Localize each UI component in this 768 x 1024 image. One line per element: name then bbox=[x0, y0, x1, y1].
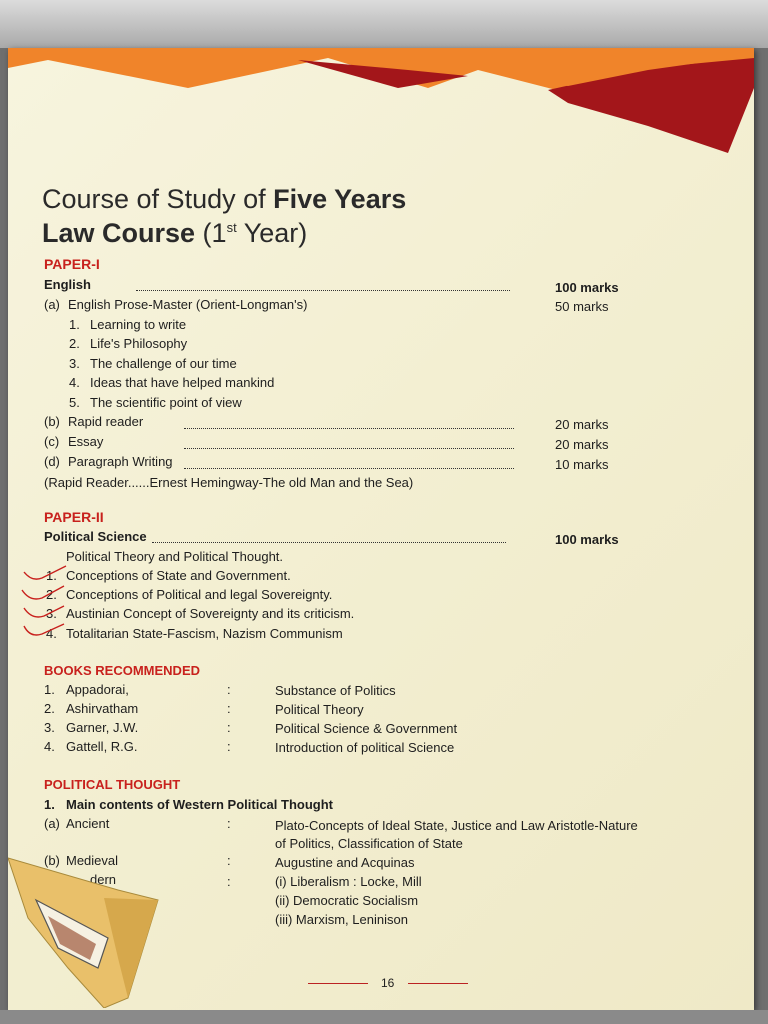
books-heading: BOOKS RECOMMENDED bbox=[44, 663, 201, 678]
paper1-subject: English bbox=[44, 277, 91, 292]
page-number-bar bbox=[8, 976, 754, 992]
paper1-note: (Rapid Reader......Ernest Hemingway-The old Man and the Sea) bbox=[44, 475, 414, 490]
paper2-intro: Political Theory and Political Thought. bbox=[66, 549, 284, 564]
paper1-subject-marks: 100 marks bbox=[555, 280, 619, 295]
part-text: Paragraph Writing bbox=[68, 454, 173, 469]
topic-text: Conceptions of Political and legal Sovereignty. bbox=[66, 587, 333, 602]
thought-a-text: Ancient bbox=[66, 816, 110, 831]
scan-top-edge bbox=[0, 0, 768, 48]
part-marks: 10 marks bbox=[555, 457, 609, 472]
book-sep: : bbox=[227, 739, 231, 754]
part-marks: 20 marks bbox=[555, 417, 609, 432]
title-year-close: Year) bbox=[236, 218, 308, 248]
thought-b-desc: Augustine and Acquinas bbox=[275, 855, 415, 870]
thought-c-sep: : bbox=[227, 874, 231, 889]
book-author: Garner, J.W. bbox=[66, 720, 139, 735]
book-sep: : bbox=[227, 701, 231, 716]
part-label: (d) bbox=[44, 454, 60, 469]
leader-dots bbox=[136, 290, 510, 291]
chapter-num: 3. bbox=[69, 356, 80, 371]
book-author: Gattell, R.G. bbox=[66, 739, 138, 754]
title-bold-2: Law Course bbox=[42, 218, 196, 248]
thought-heading: POLITICAL THOUGHT bbox=[44, 777, 181, 792]
paper1-a-label: (a) bbox=[44, 297, 60, 312]
paper2-heading: PAPER-II bbox=[44, 509, 104, 525]
title-text: Course of Study of bbox=[42, 184, 274, 214]
book-num: 1. bbox=[44, 682, 55, 697]
thought-b-label: (b) bbox=[44, 853, 60, 868]
thought-a-desc2: of Politics, Classification of State bbox=[275, 836, 463, 851]
thought-c-text: dern bbox=[90, 872, 117, 887]
topic-text: Austinian Concept of Sovereignty and its criticism. bbox=[66, 606, 355, 621]
title-superscript: st bbox=[226, 220, 237, 235]
header-banner bbox=[8, 48, 754, 158]
part-label: (c) bbox=[44, 434, 60, 449]
scan-bottom-edge bbox=[0, 1010, 768, 1024]
book-sep: : bbox=[227, 682, 231, 697]
paper1-a-text: English Prose-Master (Orient-Longman's) bbox=[68, 297, 308, 312]
part-label: (b) bbox=[44, 414, 60, 429]
book-num: 2. bbox=[44, 701, 55, 716]
book-title: Substance of Politics bbox=[275, 683, 396, 698]
chapter-text: The challenge of our time bbox=[90, 356, 237, 371]
chapter-text: The scientific point of view bbox=[90, 395, 242, 410]
document-page bbox=[8, 48, 754, 1010]
page-number: 16 bbox=[381, 976, 395, 990]
page-rule-right bbox=[408, 983, 468, 984]
leader-dots bbox=[184, 428, 514, 429]
thought-b-text: Medieval bbox=[66, 853, 119, 868]
chapter-text: Ideas that have helped mankind bbox=[90, 375, 275, 390]
page-rule-left bbox=[308, 983, 368, 984]
thought-c-desc1: (i) Liberalism : Locke, Mill bbox=[275, 874, 422, 889]
book-num: 4. bbox=[44, 739, 55, 754]
title-year-open: (1 bbox=[195, 218, 227, 248]
topic-num: 4. bbox=[46, 626, 57, 641]
topic-text: Conceptions of State and Government. bbox=[66, 568, 291, 583]
page-title-line2 bbox=[42, 216, 307, 250]
thought-c-desc2: (ii) Democratic Socialism bbox=[275, 893, 419, 908]
thought-sub-text: Main contents of Western Political Thought bbox=[66, 797, 333, 812]
paper1-heading: PAPER-I bbox=[44, 256, 100, 272]
book-num: 3. bbox=[44, 720, 55, 735]
chapter-text: Learning to write bbox=[90, 317, 187, 332]
chapter-num: 5. bbox=[69, 395, 80, 410]
book-title: Introduction of political Science bbox=[275, 740, 455, 755]
thought-sub-num: 1. bbox=[44, 797, 55, 812]
topic-num: 1. bbox=[46, 568, 57, 583]
paper2-subject-marks: 100 marks bbox=[555, 532, 619, 547]
book-title: Political Theory bbox=[275, 702, 364, 717]
part-marks: 20 marks bbox=[555, 437, 609, 452]
book-title: Political Science & Government bbox=[275, 721, 458, 736]
part-text: Rapid reader bbox=[68, 414, 144, 429]
paper1-a-marks: 50 marks bbox=[555, 299, 609, 314]
title-bold: Five Years bbox=[273, 184, 407, 214]
topic-text: Totalitarian State-Fascism, Nazism Communism bbox=[66, 626, 343, 641]
chapter-text: Life's Philosophy bbox=[90, 336, 188, 351]
book-author: Appadorai, bbox=[66, 682, 129, 697]
thought-a-desc1: Plato-Concepts of Ideal State, Justice and Law Aristotle-Nature bbox=[275, 818, 638, 833]
thought-c-desc3: (iii) Marxism, Leninison bbox=[275, 912, 408, 927]
part-text: Essay bbox=[68, 434, 104, 449]
book-author: Ashirvatham bbox=[66, 701, 139, 716]
chapter-num: 4. bbox=[69, 375, 80, 390]
thought-a-label: (a) bbox=[44, 816, 60, 831]
leader-dots bbox=[184, 448, 514, 449]
leader-dots bbox=[152, 542, 506, 543]
book-sep: : bbox=[227, 720, 231, 735]
topic-num: 3. bbox=[46, 606, 57, 621]
topic-num: 2. bbox=[46, 587, 57, 602]
handwritten-ticks bbox=[18, 560, 68, 646]
page-title-line1 bbox=[42, 182, 406, 216]
thought-b-sep: : bbox=[227, 853, 231, 868]
paper2-subject: Political Science bbox=[44, 529, 147, 544]
chapter-num: 1. bbox=[69, 317, 80, 332]
thought-a-sep: : bbox=[227, 816, 231, 831]
chapter-num: 2. bbox=[69, 336, 80, 351]
leader-dots bbox=[184, 468, 514, 469]
